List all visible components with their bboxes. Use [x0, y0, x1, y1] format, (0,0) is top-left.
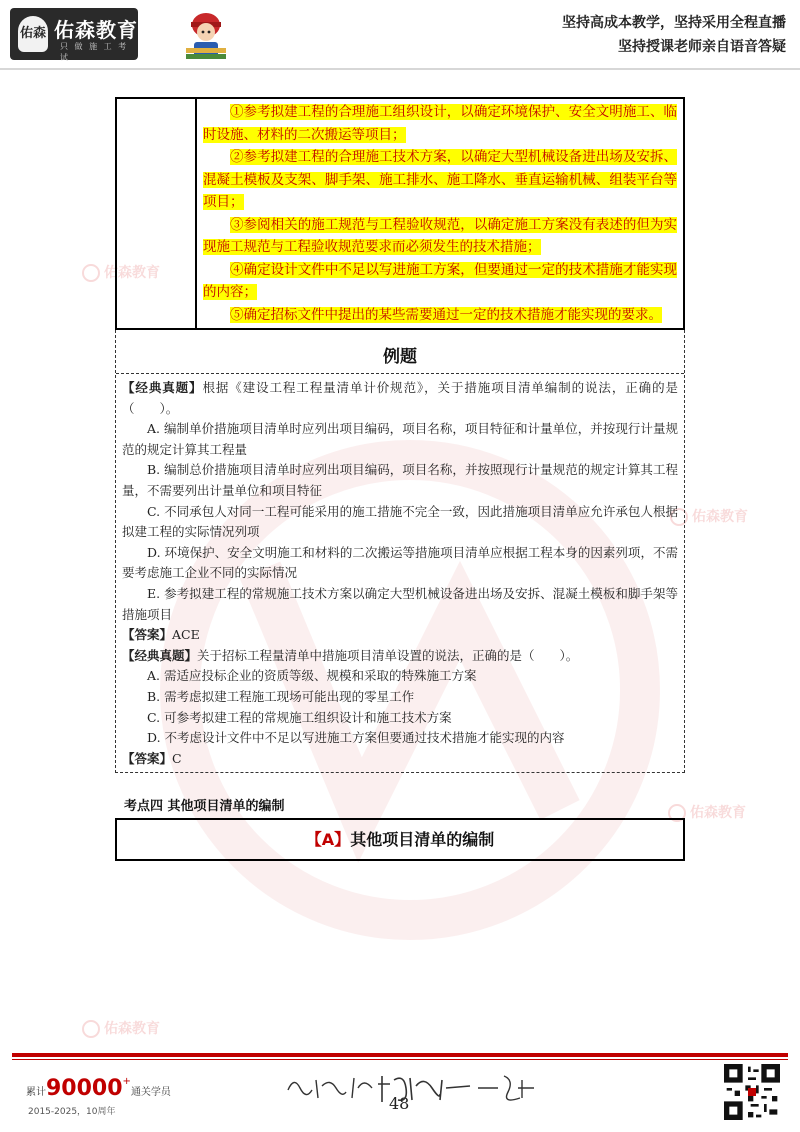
question-option: B. 编制总价措施项目清单时应列出项目编码，项目名称，并按照现行计量规范的规定计算其工程量，不需要列出计量单位和项目特征 [122, 462, 678, 498]
page-header [0, 0, 800, 70]
list-item: ③参阅相关的施工规范与工程验收规范，以确定施工方案没有表述的但为实现施工规范与工程验收规范要求而必须发生的技术措施； [203, 216, 677, 255]
watermark-stamp: 佑森教育 [668, 802, 746, 822]
topic-level-tag: 【A】 [305, 830, 351, 849]
question-option: B. 需考虑拟建工程施工现场可能出现的零星工作 [147, 688, 415, 704]
watermark-icon [82, 1020, 100, 1038]
mascot-reading-icon [178, 8, 234, 64]
question-stem: 【经典真题】关于招标工程量清单中措施项目清单设置的说法，正确的是（ ）。 [122, 647, 579, 663]
question-option: D. 环境保护、安全文明施工和材料的二次搬运等措施项目清单应根据工程本身的因素列项，不需要考虑施工企业不同的实际情况 [122, 544, 678, 581]
example-title: 例题 [383, 347, 417, 367]
list-item: ⑤确定招标文件中提出的某些需要通过一定的技术措施才能实现的要求。 [230, 306, 662, 323]
handwritten-motto-signature [282, 1066, 542, 1106]
answer-line: 【答案】ACE [122, 627, 200, 643]
question-option: C. 不同承包人对同一工程可能采用的施工措施不完全一致，因此措施项目清单应允许承包人根据拟建工程的实际情况列项 [122, 503, 678, 540]
brand-logo [10, 8, 138, 60]
watermark-stamp: 佑森教育 [670, 506, 748, 526]
logo-name: 佑森教育 [54, 18, 138, 42]
question-option: E. 参考拟建工程的常规施工技术方案以确定大型机械设备进出场及安拆、混凝土模板和脚手架等措施项目 [122, 585, 678, 622]
question-stem: 【经典真题】根据《建设工程工程量清单计价规范》，关于措施项目清单编制的说法，正确的是（ ）。 [122, 380, 678, 416]
list-item: ②参考拟建工程的合理施工技术方案，以确定大型机械设备进出场及安拆、混凝土模板及支架、脚手架、施工排水、施工降水、垂直运输机械、组装平台等项目； [203, 149, 677, 210]
table-content-cell [197, 99, 683, 326]
question-option: C. 可参考拟建工程的常规施工组织设计和施工技术方案 [147, 709, 452, 725]
example-divider [116, 373, 684, 374]
example-body [122, 378, 678, 769]
logo-mark-icon: 佑森 [18, 16, 48, 52]
footer-rule-thin [12, 1059, 788, 1060]
watermark-stamp: 佑森教育 [82, 262, 160, 282]
example-box [115, 330, 685, 773]
question-option: A. 需适应投标企业的资质等级、规模和采取的特殊施工方案 [147, 668, 477, 684]
qr-code-icon [724, 1064, 780, 1120]
table-label-cell [117, 99, 197, 328]
list-item: ①参考拟建工程的合理施工组织设计，以确定环境保护、安全文明施工、临时设施、材料的二次搬运等项目； [203, 104, 677, 143]
page-number: 48 [389, 1094, 410, 1113]
list-item: ④确定设计文件中不足以写进施工方案，但要通过一定的技术措施才能实现的内容； [203, 261, 677, 300]
slogan-line-1: 坚持高成本教学，坚持采用全程直播 [562, 15, 786, 31]
logo-subtitle: 只 做 施 工 考 试 [60, 42, 129, 62]
answer-line: 【答案】C [122, 750, 182, 766]
section-heading: 考点四 其他项目清单的编制 [124, 799, 285, 814]
measures-basis-table [115, 97, 685, 330]
anniversary-years: 2015-2025，10周年 [28, 1107, 116, 1117]
question-option: D. 不考虑设计文件中不足以写进施工方案但要通过技术措施才能实现的内容 [147, 730, 565, 746]
question-option: A. 编制单价措施项目清单时应列出项目编码，项目名称，项目特征和计量单位，并按现行计量规范的规定计算其工程量 [122, 421, 678, 457]
students-count: 累计90000+通关学员 [26, 1076, 171, 1101]
footer-rule [12, 1053, 788, 1057]
topic-title-box [115, 818, 685, 861]
watermark-icon [82, 264, 100, 282]
watermark-stamp: 佑森教育 [82, 1018, 160, 1038]
slogan-line-2: 坚持授课老师亲自语音答疑 [618, 39, 786, 55]
topic-title: 其他项目清单的编制 [350, 830, 495, 849]
